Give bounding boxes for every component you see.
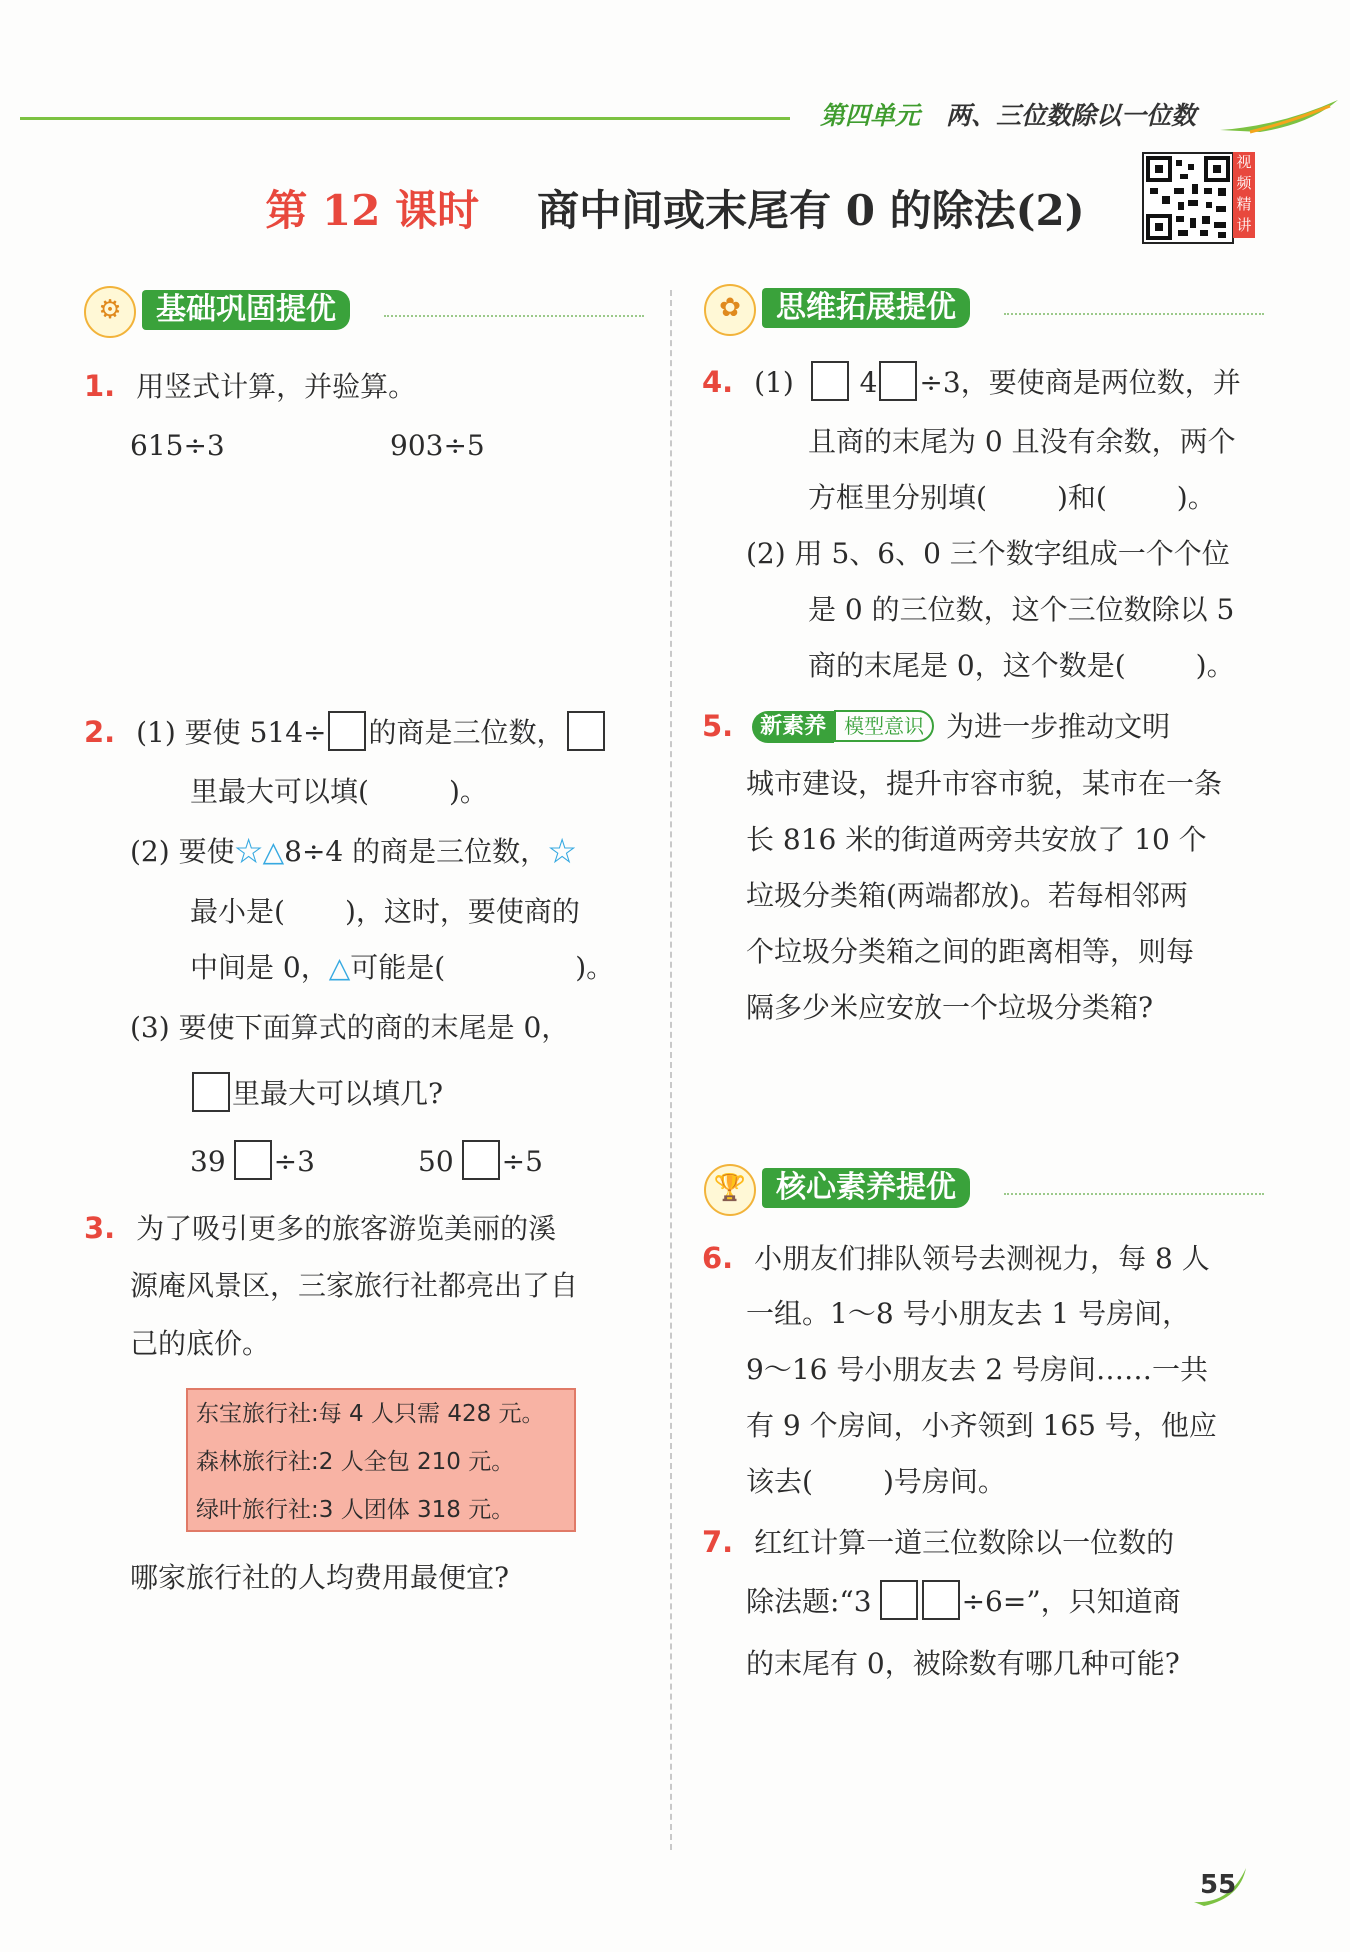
question-6-line — [746, 1454, 1006, 1510]
question-2-line: (3) 要使下面算式的商的末尾是 0， — [130, 1011, 570, 1044]
question-text: )。 — [448, 775, 488, 808]
leaf-icon — [1220, 96, 1340, 136]
tag-new-literacy: 新素养 — [752, 711, 834, 743]
notice-line: 森林旅行社:2 人全包 210 元。 — [196, 1449, 515, 1475]
page-number: 55 — [1200, 1870, 1237, 1900]
question-text: 用竖式计算，并验算。 — [136, 370, 417, 403]
answer-box[interactable] — [922, 1580, 960, 1620]
header-topic: 两、三位数除以一位数 — [946, 101, 1197, 130]
question-5-line: 个垃圾分类箱之间的距离相等，则每 — [746, 935, 1195, 968]
answer-box[interactable] — [192, 1072, 230, 1112]
question-text: 里最大可以填几? — [232, 1077, 444, 1110]
tag-model-awareness: 模型意识 — [834, 710, 934, 742]
question-number: 1. — [84, 369, 116, 403]
question-text: ÷3，要使商是两位数，并 — [919, 366, 1241, 399]
question-6 — [702, 1230, 1210, 1287]
section-core-title: 核心素养提优 — [762, 1168, 970, 1208]
question-2-line — [190, 1066, 443, 1122]
expression: 903÷5 — [390, 429, 485, 462]
question-2-line — [190, 764, 488, 820]
question-number: 3. — [84, 1211, 116, 1245]
section-core — [704, 1164, 1264, 1214]
question-text: 里最大可以填( — [190, 775, 369, 808]
question-5-line: 城市建设，提升市容市貌，某市在一条 — [746, 767, 1223, 800]
question-1 — [84, 358, 416, 415]
lesson-number: 第 12 课时 — [265, 186, 480, 235]
question-6-line: 有 9 个房间，小齐领到 165 号，他应 — [746, 1409, 1217, 1442]
question-number: 5. — [702, 709, 734, 743]
expression: 615÷3 — [130, 429, 225, 462]
question-text: 最小是( — [190, 895, 285, 928]
answer-box[interactable] — [462, 1140, 500, 1180]
question-text: )。 — [575, 951, 615, 984]
question-text: (2) 要使 — [130, 835, 235, 868]
notice-line: 东宝旅行社:每 4 人只需 428 元。 — [196, 1401, 545, 1427]
expression — [418, 1134, 543, 1190]
question-2 — [84, 704, 607, 761]
question-5 — [702, 698, 1170, 755]
question-text: 可能是( — [350, 951, 446, 984]
question-3-line: 源庵风景区，三家旅行社都亮出了自 — [130, 1269, 579, 1302]
question-4-line: 且商的末尾为 0 且没有余数，两个 — [808, 425, 1236, 458]
question-text: )，这时，要使商的 — [344, 895, 580, 928]
expression-part: ÷5 — [501, 1145, 543, 1178]
answer-box[interactable] — [880, 1580, 918, 1620]
question-text: )。 — [1195, 649, 1235, 682]
triangle-icon: △ — [328, 951, 351, 984]
question-text: )。 — [1176, 481, 1216, 514]
header-unit: 第四单元 — [820, 101, 921, 130]
dotted-rule — [1004, 313, 1264, 315]
question-5-line: 垃圾分类箱(两端都放)。若每相邻两 — [746, 879, 1188, 912]
question-text: ÷6=”，只知道商 — [961, 1585, 1181, 1618]
dotted-rule — [384, 315, 644, 317]
answer-box[interactable] — [811, 361, 849, 401]
answer-box[interactable] — [879, 361, 917, 401]
question-text: (1) — [754, 366, 794, 399]
question-text: 中间是 0， — [190, 951, 329, 984]
question-number: 4. — [702, 365, 734, 399]
question-3-line: 己的底价。 — [130, 1327, 271, 1360]
question-7-line: 的末尾有 0，被除数有哪几种可能? — [746, 1647, 1180, 1680]
star-icon: ☆ — [234, 835, 263, 868]
question-5-line: 隔多少米应安放一个垃圾分类箱? — [746, 991, 1154, 1024]
qr-label: 视频精讲 — [1233, 152, 1255, 238]
question-4-line: 是 0 的三位数，这个三位数除以 5 — [808, 593, 1235, 626]
question-text: 除法题:“3 — [746, 1585, 872, 1618]
question-text: 该去( — [746, 1465, 813, 1498]
question-text: 小朋友们排队领号去测视力，每 8 人 — [754, 1242, 1210, 1275]
expression-part: 39 — [190, 1145, 226, 1178]
question-4 — [702, 354, 1241, 411]
question-text: 为进一步推动文明 — [946, 710, 1171, 743]
question-4-line: (2) 用 5、6、0 三个数字组成一个个位 — [746, 537, 1230, 570]
question-text: 方框里分别填( — [808, 481, 987, 514]
question-4-line — [808, 638, 1235, 694]
question-7 — [702, 1514, 1174, 1571]
sprout-icon: ✿ — [704, 284, 756, 336]
qr-code-icon[interactable] — [1142, 152, 1234, 244]
question-3-line: 哪家旅行社的人均费用最便宜? — [130, 1561, 510, 1594]
star-icon: ☆ — [548, 835, 577, 868]
notice-line: 绿叶旅行社:3 人团体 318 元。 — [196, 1497, 515, 1523]
question-5-line: 长 816 米的街道两旁共安放了 10 个 — [746, 823, 1207, 856]
trophy-icon: 🏆 — [704, 1164, 756, 1216]
triangle-icon: △ — [262, 835, 285, 868]
header-rule — [20, 117, 790, 120]
question-2-line — [190, 884, 580, 940]
section-thinking — [704, 284, 1264, 334]
running-header — [820, 96, 1196, 132]
answer-box[interactable] — [567, 711, 605, 751]
answer-box[interactable] — [328, 711, 366, 751]
question-number: 6. — [702, 1241, 734, 1275]
question-text: (1) 要使 514÷ — [136, 716, 327, 749]
question-6-line: 9～16 号小朋友去 2 号房间……一共 — [746, 1353, 1208, 1386]
question-7-line — [746, 1574, 1181, 1630]
question-text: 红红计算一道三位数除以一位数的 — [754, 1526, 1175, 1559]
question-text: 4 — [859, 366, 878, 399]
question-text: 8÷4 的商是三位数， — [284, 835, 549, 868]
question-text: )号房间。 — [882, 1465, 1006, 1498]
answer-box[interactable] — [234, 1140, 272, 1180]
question-text: 的商是三位数， — [368, 716, 565, 749]
question-3 — [84, 1200, 556, 1257]
question-text: 商的末尾是 0，这个数是( — [808, 649, 1126, 682]
expression-part: 50 — [418, 1145, 454, 1178]
expression-part: ÷3 — [273, 1145, 315, 1178]
question-number: 2. — [84, 715, 116, 749]
section-basic-title: 基础巩固提优 — [142, 290, 350, 330]
column-divider — [670, 290, 672, 1850]
question-2-line — [190, 940, 614, 996]
section-basic — [84, 286, 644, 336]
dotted-rule — [1004, 1193, 1264, 1195]
question-text: )和( — [1056, 481, 1107, 514]
question-4-line — [808, 470, 1216, 526]
gear-icon: ⚙ — [84, 286, 136, 338]
question-6-line: 一组。1～8 号小朋友去 1 号房间， — [746, 1297, 1191, 1330]
price-notice-box — [186, 1388, 576, 1532]
expression — [190, 1134, 315, 1190]
question-2-line — [130, 824, 576, 880]
lesson-topic: 商中间或末尾有 0 的除法(2) — [537, 186, 1085, 235]
question-text: 为了吸引更多的旅客游览美丽的溪 — [136, 1212, 557, 1245]
question-number: 7. — [702, 1525, 734, 1559]
section-thinking-title: 思维拓展提优 — [762, 288, 970, 328]
